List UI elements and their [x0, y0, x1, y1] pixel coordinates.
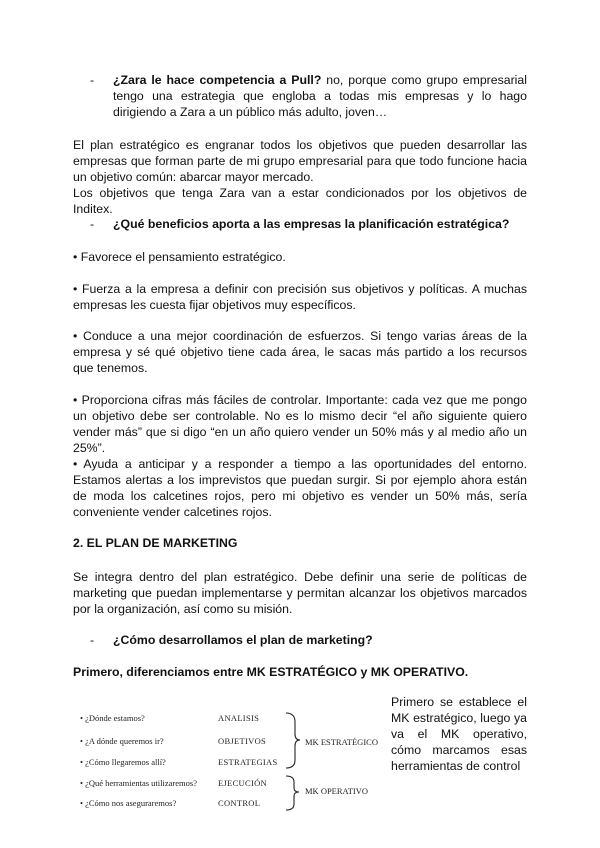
bullet-precision: • Fuerza a la empresa a definir con precisión sus objetivos y políticas. A muchas empresas les cuesta fijar objetivos muy específicos. [73, 282, 527, 312]
diagram-phase: ANALISIS [218, 713, 260, 723]
brace-lines [0, 700, 600, 820]
question-beneficios: ¿Qué beneficios aporta a las empresas la planificación estratégica? [113, 217, 510, 231]
mk-diagram [0, 700, 600, 820]
question-como: ¿Cómo desarrollamos el plan de marketing? [113, 633, 373, 647]
zara-answer: no, porque como grupo empresarial tengo una estrategia que engloba a todas mis empresas y lo hago dirigiendo a Zara a un público más adulto, joven… [113, 73, 527, 119]
paragraph-plan-estrategico: El plan estratégico es engranar todos los objetivos que pueden desarrollar las empresas que forman parte de mi grupo empresarial para que todo funcione hacia un objetivo común: abarcar mayor mercado. [73, 138, 527, 184]
diagram-phase: ESTRATEGIAS [218, 757, 278, 767]
paragraph-objetivos-zara: Los objetivos que tenga Zara van a estar condicionados por los objetivos de Inditex. [73, 186, 527, 216]
dash-marker: - [90, 73, 95, 87]
diagram-question: • ¿Cómo llegaremos allí? [80, 757, 166, 767]
paragraph-integra: Se integra dentro del plan estratégico. Debe definir una serie de políticas de marketing que puedan implementarse y permitan alcanzar los objetivos marcados por la organización, así como su misión. [73, 570, 527, 616]
diagram-question: • ¿Cómo nos aseguraremos? [80, 798, 177, 808]
bullet-coordinacion: • Conduce a una mejor coordinación de esfuerzos. Si tengo varias áreas de la empresa y sé qué objetivo tiene cada área, le sacas más partido a los recursos que tenemos. [73, 329, 527, 375]
dash-item-como [90, 632, 527, 648]
diagram-question: • ¿Qué herramientas utilizaremos? [80, 778, 197, 788]
zara-question-text [113, 72, 527, 120]
bullet-anticipar: • Ayuda a anticipar y a responder a tiempo a las oportunidades del entorno. Estamos alertas a los imprevistos que puedan surgir. Si por ejemplo ahora están de moda los calcetines rojos, pero mi objetivo es vender un 50% más, sería conveniente vender calcetines rojos. [73, 457, 527, 519]
diagram-question: • ¿Dónde estamos? [80, 713, 145, 723]
diagram-question: • ¿A dónde queremos ir? [80, 736, 164, 746]
dash-marker: - [90, 217, 95, 231]
diagram-phase: CONTROL [218, 798, 261, 808]
diagram-phase: EJECUCIÓN [218, 778, 267, 788]
section-heading: 2. EL PLAN DE MARKETING [73, 536, 238, 550]
dash-marker: - [90, 633, 95, 647]
group-mk-operativo: MK OPERATIVO [305, 786, 369, 796]
zara-question: ¿Zara le hace competencia a Pull? [113, 73, 322, 87]
brace-estrategico [286, 713, 300, 768]
diagram-phase: OBJETIVOS [218, 736, 267, 746]
group-mk-estrategico: MK ESTRATÉGICO [305, 737, 378, 747]
bullet-pensamiento: • Favorece el pensamiento estratégico. [73, 250, 286, 264]
side-paragraph: Primero se establece el MK estratégico, luego ya va el MK operativo, cómo marcamos esas herramientas de control [391, 695, 527, 773]
brace-operativo [286, 776, 299, 810]
dash-item-zara [90, 72, 527, 120]
dash-item-beneficios [90, 216, 527, 232]
heading-primero: Primero, diferenciamos entre MK ESTRATÉGICO y MK OPERATIVO. [73, 665, 469, 679]
bullet-cifras: • Proporciona cifras más fáciles de controlar. Importante: cada vez que me pongo un objetivo debe ser controlable. No es lo mismo decir “el año siguiente quiero vender más” que si digo “en un año quiero vender un 50% más y al medio año un 25%”. [73, 393, 527, 455]
